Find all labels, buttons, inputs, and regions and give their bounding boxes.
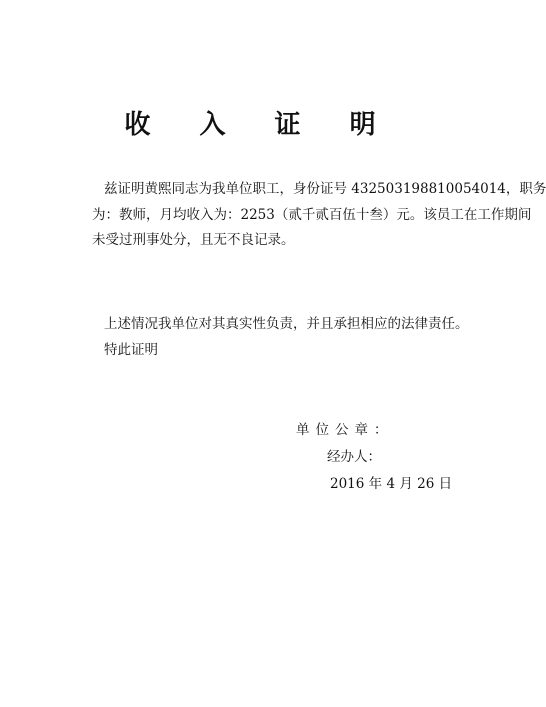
certification-paragraph xyxy=(92,177,546,254)
issue-date: 2016 年 4 月 26 日 xyxy=(330,476,453,492)
document-title: 收 入 证 明 xyxy=(124,110,396,140)
paragraph1-line2: 为：教师，月均收入为：2253（贰千贰百伍十叁）元。该员工在工作期间 xyxy=(92,206,532,223)
paragraph1-line3: 未受过刑事处分，且无不良记录。 xyxy=(92,232,295,248)
responsibility-paragraph xyxy=(92,312,469,363)
closing-statement: 特此证明 xyxy=(104,341,158,358)
unit-seal-label: 单位公章： xyxy=(296,422,394,438)
handler-label: 经办人： xyxy=(327,449,381,465)
paragraph1-line1: 兹证明黄熙同志为我单位职工，身份证号 432503198810054014，职务 xyxy=(104,181,546,197)
paragraph2-line1: 上述情况我单位对其真实性负责，并且承担相应的法律责任。 xyxy=(104,316,469,332)
